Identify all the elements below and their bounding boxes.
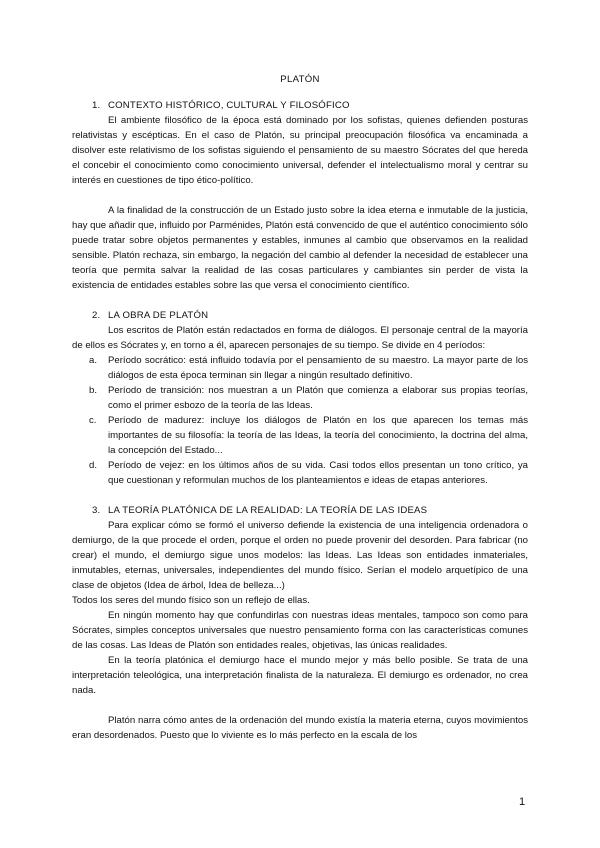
section-3-paragraph-1: Para explicar cómo se formó el universo defiende la existencia de una inteligencia ordenadora o demiurgo, de la que procede el orden, porque el orden no puede provenir del desorden. Para fabricar (no crear) el mundo, el demiurgo sigue unos modelos: las Ideas. Las Ideas son entidades inmateriales, inmutables, eternas, universales, independientes del mundo físico. Serían el modelo arquetípico de una clase de objetos (Idea de árbol, Idea de belleza...) bbox=[72, 520, 528, 591]
section-3-paragraph-3: En la teoría platónica el demiurgo hace el mundo mejor y más bello posible. Se trata de una interpretación teleológica, una interpretación finalista de la naturaleza. El demiurgo es ordenador, no crea nada. bbox=[72, 655, 528, 696]
document-title: PLATÓN bbox=[280, 74, 320, 85]
list-item-text: Período de madurez: incluye los diálogos de Platón en los que aparecen los temas más importantes de su filosofía: la teoría de las Ideas, la teoría del conocimiento, la doctrina del alma, la concepción del Estado... bbox=[108, 415, 528, 456]
document-page bbox=[72, 72, 528, 743]
list-marker: c. bbox=[89, 415, 97, 426]
section-3-paragraph-1-cont: Todos los seres del mundo físico son un reflejo de ellas. bbox=[72, 595, 310, 606]
section-2-heading bbox=[72, 308, 528, 323]
section-2-intro: Los escritos de Platón están redactados en forma de diálogos. El personaje central de la mayoría de ellos es Sócrates y, en torno a él, aparecen personajes de su tiempo. Se divide en 4 períodos: bbox=[72, 325, 528, 351]
section-3-title: LA TEORÍA PLATÓNICA DE LA REALIDAD: LA TEORÍA DE LAS IDEAS bbox=[108, 505, 428, 516]
section-3-paragraph-4: Platón narra cómo antes de la ordenación del mundo existía la materia eterna, cuyos movimientos eran desordenados. Puesto que lo viviente es lo más perfecto en la escala de los bbox=[72, 715, 528, 741]
list-marker: b. bbox=[89, 385, 98, 396]
list-item-text: Período de vejez: en los últimos años de su vida. Casi todos ellos presentan un tono crítico, ya que cuestionan y reformulan muchos de los planteamientos e ideas de etapas anteriores. bbox=[108, 460, 528, 486]
list-marker: d. bbox=[89, 460, 98, 471]
section-1-paragraph-2: A la finalidad de la construcción de un Estado justo sobre la idea eterna e inmutable de la justicia, hay que añadir que, influido por Parménides, Platón está convencido de que el auténtico conocimiento sólo puede tratar sobre objetos permanentes y estables, inmunes al cambio que observamos en la realidad sensible. Platón rechaza, sin embargo, la negación del cambio al defender la necesidad de establecer una teoría que permita salvar la realidad de las cosas particulares y cambiantes sin perder de vista la existencia de entidades estables sobre las que versa el conocimiento científico. bbox=[72, 205, 529, 291]
section-1-paragraph-1: El ambiente filosófico de la época está dominado por los sofistas, quienes defienden posturas relativistas y escépticas. En el caso de Platón, su principal preocupación filosófica va encaminada a disolver este relativismo de los sofistas siguiendo el pensamiento de su maestro Sócrates del que hereda el concebir el conocimiento como conocimiento universal, defender el intelectualismo moral y centrar su interés en cuestiones de tipo ético-político. bbox=[72, 115, 528, 186]
list-item-text: Período socrático: está influido todavía por el pensamiento de su maestro. La mayor parte de los diálogos de esta época terminan sin llegar a ningún resultado definitivo. bbox=[108, 355, 528, 381]
section-1-heading bbox=[72, 98, 528, 113]
section-2-number: 2. bbox=[92, 310, 101, 321]
section-3-number: 3. bbox=[92, 505, 101, 516]
list-item-text: Período de transición: nos muestran a un Platón que comienza a elaborar sus propias teorías, como el primer esbozo de la teoría de las Ideas. bbox=[108, 385, 528, 411]
periods-list bbox=[72, 353, 528, 488]
list-item bbox=[72, 383, 528, 413]
list-item bbox=[72, 353, 528, 383]
section-3-paragraph-2: En ningún momento hay que confundirlas con nuestras ideas mentales, tampoco son como para Sócrates, simples conceptos universales que nuestro pensamiento forma con las características comunes de las cosas. Las Ideas de Platón son entidades reales, objetivas, las únicas realidades. bbox=[72, 610, 528, 651]
section-2-title: LA OBRA DE PLATÓN bbox=[108, 310, 209, 321]
list-marker: a. bbox=[89, 355, 98, 366]
list-item bbox=[72, 413, 528, 458]
list-item bbox=[72, 458, 528, 488]
page-number: 1 bbox=[519, 796, 526, 808]
section-3-heading bbox=[72, 503, 528, 518]
section-1-number: 1. bbox=[92, 100, 101, 111]
section-1-title: CONTEXTO HISTÓRICO, CULTURAL Y FILOSÓFICO bbox=[108, 100, 350, 111]
